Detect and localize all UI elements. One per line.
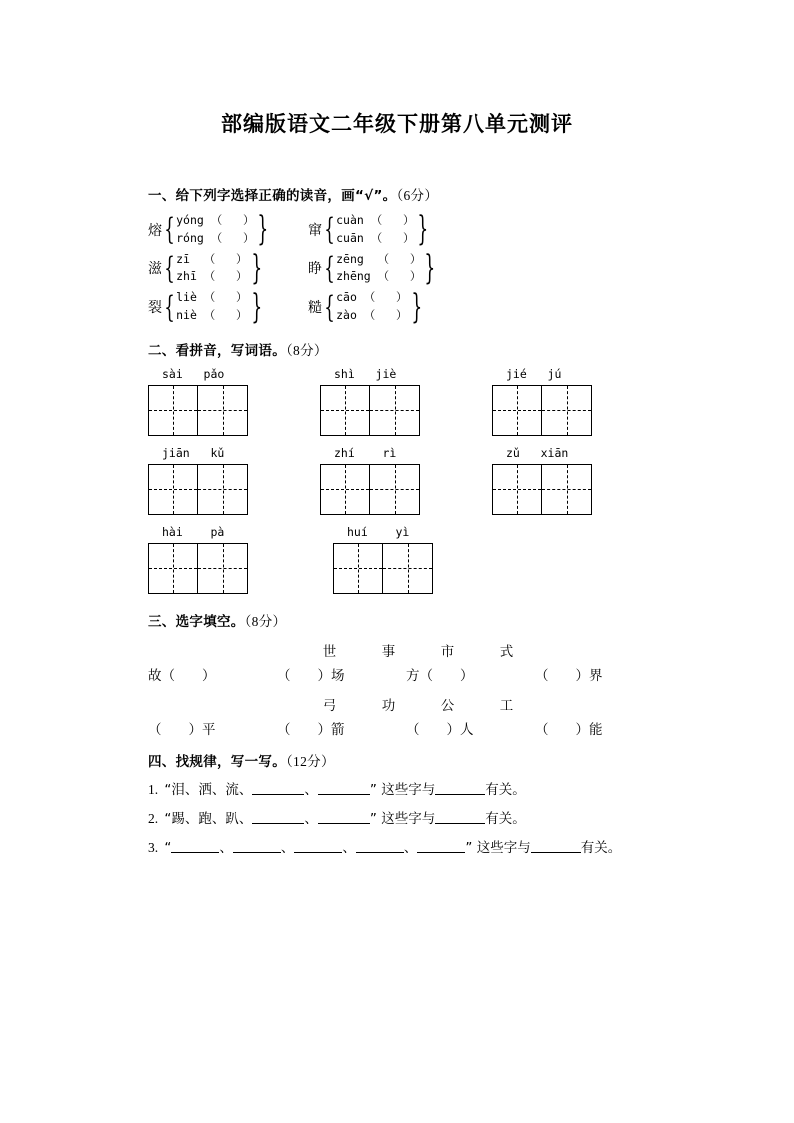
- pinyin-item-rong[interactable]: [148, 209, 308, 250]
- grid-cell[interactable]: [370, 465, 419, 514]
- character-grid[interactable]: [492, 385, 592, 436]
- answer-blank[interactable]: [356, 839, 404, 853]
- brace-right-icon: }: [417, 209, 429, 250]
- pinyin-item-character: 窜: [308, 222, 322, 239]
- relation-blank[interactable]: [531, 839, 581, 853]
- brace-left-icon: {: [164, 212, 175, 248]
- section-4-title: 四、找规律，写一写。: [148, 753, 286, 770]
- pinyin-option[interactable]: zēng （ ）: [336, 251, 422, 266]
- question-middle: ” 这些字与: [465, 839, 531, 856]
- brace-right-icon: }: [250, 247, 262, 288]
- word-pinyin: shì jiè: [334, 366, 397, 381]
- write-words-grid: [148, 367, 664, 594]
- pinyin-item-character: 熔: [148, 222, 162, 239]
- separator: 、: [304, 810, 318, 827]
- relation-blank[interactable]: [435, 781, 485, 795]
- separator: 、: [403, 839, 418, 856]
- word-pinyin: jié jú: [506, 366, 562, 381]
- word-group-shijie: [320, 367, 492, 436]
- grid-cell[interactable]: [370, 386, 419, 435]
- section-choose-character: [148, 610, 664, 738]
- section-3-score: （8分）: [244, 613, 287, 629]
- page-title: 部编版语文二年级下册第八单元测评: [221, 112, 573, 136]
- pinyin-row: [148, 209, 664, 250]
- answer-blank[interactable]: [294, 839, 342, 853]
- words-row: [148, 367, 664, 436]
- answer-blank[interactable]: [318, 810, 370, 824]
- pinyin-item-character: 睁: [308, 261, 322, 278]
- character-grid[interactable]: [148, 543, 248, 594]
- separator: 、: [304, 781, 318, 798]
- pinyin-option[interactable]: cāo （ ）: [336, 290, 408, 305]
- question-number: 2.: [148, 810, 159, 826]
- grid-cell[interactable]: [149, 386, 198, 435]
- grid-cell[interactable]: [149, 544, 198, 593]
- section-find-rule: [148, 750, 664, 856]
- word-pinyin: hài pà: [162, 524, 225, 539]
- question-prefix: “: [164, 839, 172, 856]
- relation-blank[interactable]: [435, 810, 485, 824]
- grid-cell[interactable]: [542, 386, 591, 435]
- separator: 、: [280, 839, 295, 856]
- brace-left-icon: {: [164, 250, 175, 286]
- pinyin-item-character: 糙: [308, 300, 322, 317]
- word-pinyin: zǔ xiān: [506, 445, 569, 460]
- character-grid[interactable]: [148, 385, 248, 436]
- section-2-score: （8分）: [286, 342, 328, 358]
- answer-blank[interactable]: [252, 810, 304, 824]
- question-number: 1.: [148, 781, 159, 797]
- grid-cell[interactable]: [383, 544, 432, 593]
- grid-cell[interactable]: [321, 386, 370, 435]
- answer-blank[interactable]: [318, 781, 370, 795]
- rule-question-3: [148, 836, 664, 856]
- brace-left-icon: {: [324, 250, 335, 286]
- fill-blank-gongneng[interactable]: （ ）能: [535, 721, 603, 738]
- word-group-huiyi: [333, 525, 518, 594]
- answer-blank[interactable]: [233, 839, 281, 853]
- grid-cell[interactable]: [198, 465, 247, 514]
- character-grid[interactable]: [320, 464, 420, 515]
- grid-cell[interactable]: [334, 544, 383, 593]
- question-prefix: “踢、跑、趴、: [164, 810, 253, 827]
- pinyin-option[interactable]: cuān （ ）: [336, 230, 415, 245]
- rule-question-2: [148, 807, 664, 827]
- pinyin-item-lie[interactable]: [148, 286, 308, 327]
- fill-blank-fangshi[interactable]: 方（ ）: [406, 667, 474, 684]
- fill-blank-gongjian[interactable]: （ ）箭: [277, 721, 345, 738]
- section-4-score: （12分）: [286, 753, 335, 769]
- pinyin-option[interactable]: zhī （ ）: [176, 269, 248, 284]
- word-pinyin: jiān kǔ: [162, 445, 225, 460]
- fill-blank-shijie[interactable]: （ ）界: [535, 667, 603, 684]
- fill-blank-gushi[interactable]: 故（ ）: [148, 667, 216, 684]
- question-number: 3.: [148, 839, 159, 855]
- find-rule-questions: [148, 778, 664, 856]
- section-3-title: 三、选字填空。: [148, 613, 245, 630]
- section-1-heading: [148, 184, 664, 204]
- pinyin-option[interactable]: róng （ ）: [176, 230, 255, 245]
- brace-left-icon: {: [324, 289, 335, 325]
- character-bank-shi: 世 事 市 式: [322, 643, 530, 660]
- section-2-heading: [148, 339, 664, 359]
- pinyin-option[interactable]: yóng （ ）: [176, 213, 255, 227]
- separator: 、: [342, 839, 356, 856]
- rule-question-1: [148, 778, 664, 798]
- choose-character-groups: [148, 640, 664, 738]
- words-row: [148, 446, 664, 515]
- word-pinyin: sài pǎo: [162, 366, 225, 381]
- worksheet-content: [0, 184, 794, 856]
- pinyin-item-zheng[interactable]: [308, 247, 441, 288]
- character-bank-gong: 弓 功 公 工: [322, 697, 530, 714]
- brace-left-icon: {: [324, 212, 335, 248]
- grid-cell[interactable]: [493, 465, 542, 514]
- separator: 、: [219, 839, 233, 856]
- word-group-saipao: [148, 367, 320, 436]
- brace-right-icon: }: [250, 286, 262, 327]
- fill-blank-gongping[interactable]: （ ）平: [148, 721, 216, 738]
- word-group-jianku: [148, 446, 320, 515]
- section-1-title: 一、给下列字选择正确的读音，画“√”。: [148, 188, 397, 204]
- grid-cell[interactable]: [198, 544, 247, 593]
- brace-right-icon: }: [257, 209, 269, 250]
- question-suffix: 有关。: [580, 839, 622, 856]
- pinyin-row: [148, 286, 664, 327]
- brace-right-icon: }: [410, 286, 422, 327]
- section-pinyin-choice: [148, 184, 664, 325]
- section-3-heading: [148, 610, 664, 630]
- section-4-heading: [148, 750, 664, 770]
- words-row: [148, 525, 664, 594]
- fill-row: [148, 664, 664, 684]
- section-2-title: 二、看拼音，写词语。: [148, 342, 286, 359]
- brace-right-icon: }: [424, 247, 436, 288]
- fill-blank-gongren[interactable]: （ ）人: [406, 721, 474, 738]
- word-pinyin: zhí rì: [334, 445, 397, 460]
- fill-blank-shichang[interactable]: （ ）场: [277, 667, 345, 684]
- word-group-zuxian: [492, 446, 664, 515]
- grid-cell[interactable]: [321, 465, 370, 514]
- pinyin-item-zi[interactable]: [148, 247, 308, 288]
- question-suffix: 有关。: [485, 810, 526, 827]
- question-prefix: “泪、洒、流、: [164, 781, 253, 798]
- character-grid[interactable]: [333, 543, 433, 594]
- fill-row: [148, 718, 664, 738]
- pinyin-option[interactable]: niè （ ）: [176, 308, 248, 323]
- pinyin-choice-grid: [148, 209, 664, 327]
- grid-cell[interactable]: [542, 465, 591, 514]
- word-pinyin: huí yì: [347, 524, 410, 539]
- pinyin-item-character: 滋: [148, 261, 162, 278]
- pinyin-option[interactable]: cuàn （ ）: [336, 213, 415, 227]
- answer-blank[interactable]: [171, 839, 219, 853]
- answer-blank[interactable]: [252, 781, 304, 795]
- pinyin-item-character: 裂: [148, 300, 162, 317]
- pinyin-option[interactable]: zī （ ）: [176, 251, 248, 266]
- section-write-words: [148, 339, 664, 594]
- section-1-score: （6分）: [396, 188, 439, 203]
- answer-blank[interactable]: [417, 839, 465, 853]
- character-grid[interactable]: [320, 385, 420, 436]
- grid-cell[interactable]: [198, 386, 247, 435]
- grid-cell[interactable]: [149, 465, 198, 514]
- word-group-haipa: [148, 525, 333, 594]
- character-grid[interactable]: [148, 464, 248, 515]
- grid-cell[interactable]: [493, 386, 542, 435]
- character-grid[interactable]: [492, 464, 592, 515]
- question-suffix: 有关。: [485, 781, 526, 798]
- brace-left-icon: {: [164, 289, 175, 325]
- pinyin-option[interactable]: liè （ ）: [176, 290, 248, 305]
- question-middle: ” 这些字与: [369, 781, 436, 798]
- pinyin-row: [148, 247, 664, 288]
- pinyin-item-cuan[interactable]: [308, 209, 434, 250]
- pinyin-option[interactable]: zhēng （ ）: [336, 269, 422, 284]
- pinyin-item-cao[interactable]: [308, 286, 427, 327]
- question-middle: ” 这些字与: [369, 810, 436, 827]
- pinyin-option[interactable]: zào （ ）: [336, 308, 408, 323]
- word-group-zhiri: [320, 446, 492, 515]
- word-group-jieju: [492, 367, 664, 436]
